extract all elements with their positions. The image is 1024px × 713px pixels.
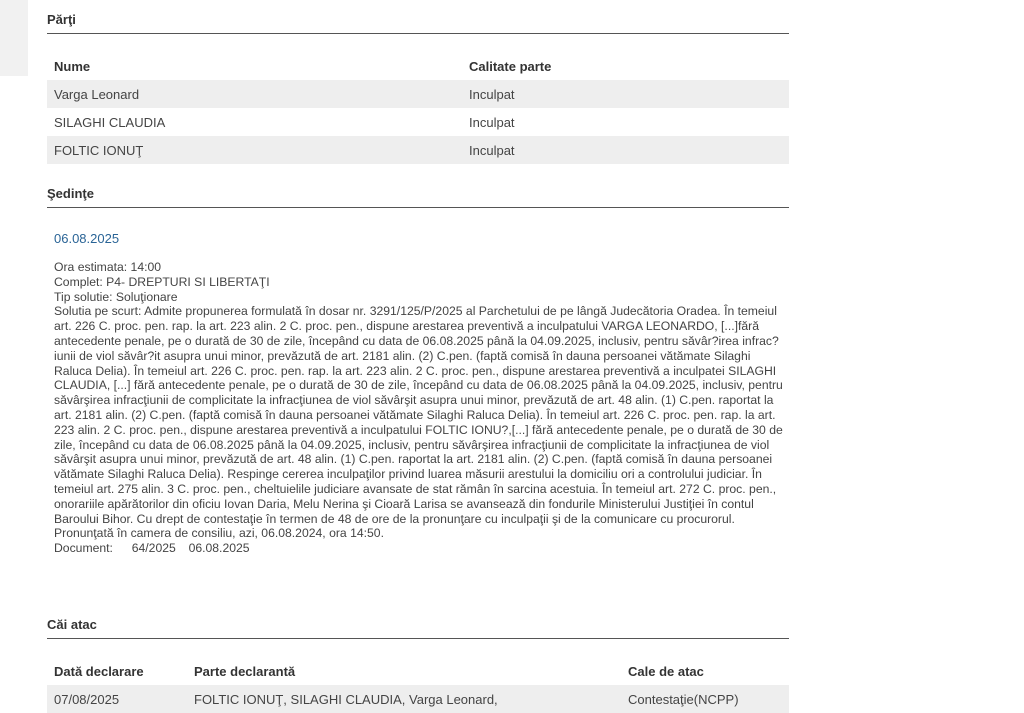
table-header-row: [47, 657, 789, 685]
document-number: 64/2025: [131, 541, 176, 556]
solution-type: Tip solutie: Soluţionare: [54, 289, 178, 304]
section-title-sedinte: Şedinţe: [47, 186, 789, 208]
table-row: [47, 685, 789, 713]
solution-summary: Solutia pe scurt: Admite propunerea formulată în dosar nr. 3291/125/P/2025 al Parchetului de pe lângă Judecătoria Oradea. În temeiul art. 226 C. proc. pen. rap. la art. 223 alin. 2 C. proc. pen., dispune arestarea preventivă a inculpatului VARGA LEONARDO, [...]fără antecedente penale, pe o durată de 30 de zile, începând cu data de 06.08.2025 până la 04.09.2025, inclusiv, pentru săvâr?irea infrac?iunii de viol săvâr?it asupra unui minor, prevăzută de art. 2181 alin. (2) C.pen. (faptă comisă în dauna persoanei vătămate Silaghi Raluca Delia). În temeiul art. 226 C. proc. pen. rap. la art. 223 alin. 2 C. proc. pen., dispune arestarea preventivă a inculpatei SILAGHI CLAUDIA, [...] fără antecedente penale, pe o durată de 30 de zile, începând cu data de 06.08.2025 până la 04.09.2025, inclusiv, pentru săvârşirea infracţiunii de complicitate la infracţiunea de viol săvârşit asupra unui minor, prevăzută de art. 48 alin. (1) C.pen. raportat la art. 2181 alin. (2) C.pen. (faptă comisă în dauna persoanei vătămate Silaghi Raluca Delia). În temeiul art. 226 C. proc. pen. rap. la art. 223 alin. 2 C. proc. pen., dispune arestarea preventivă a inculpatului FOLTIC IONU?,[...] fără antecedente penale, pe o durată de 30 de zile, începând cu data de 06.08.2025 până la 04.09.2025, inclusiv, pentru săvârşirea infracţiunii de complicitate la infracţiunea de viol săvârşit asupra unui minor, prevăzută de art. 48 alin. (1) C.pen. raportat la art. 2181 alin. (2) C.pen. (faptă comisă în dauna persoanei vătămate Silaghi Raluca Delia). Respinge cererea inculpaţilor privind luarea măsurii arestului la domiciliu ori a controlului judiciar. În temeiul art. 275 alin. 3 C. proc. pen., cheltuielile judiciare avansate de stat rămân în sarcina acestuia. În temeiul art. 272 C. proc. pen., onorariile apărătorilor din oficiu Iovan Daria, Melu Nerina şi Cioară Larisa se avansează din fondurile Ministerului Justiţiei în contul Baroului Bihor. Cu drept de contestaţie în termen de 48 de ore de la pronunţare cu inculpaţii şi de la comunicare cu procurorul. Pronunţată în camera de consiliu, azi, 06.08.2024, ora 14:50.: [54, 304, 783, 541]
column-header-calitate: Calitate parte: [469, 58, 552, 74]
party-name: Varga Leonard: [47, 80, 462, 108]
panel: Complet: P4- DREPTURI SI LIBERTAŢI: [54, 274, 270, 289]
sidebar-tab: [0, 0, 28, 76]
party-role: Inculpat: [462, 80, 789, 108]
declaring-party: FOLTIC IONUŢ, SILAGHI CLAUDIA, Varga Leonard,: [187, 685, 621, 713]
table-header-row: [47, 52, 789, 80]
party-name: FOLTIC IONUŢ: [47, 136, 462, 164]
party-role: Inculpat: [462, 136, 789, 164]
appeal-type: Contestaţie(NCPP): [621, 685, 789, 713]
table-row: [47, 80, 789, 108]
cai-atac-table: [47, 657, 789, 713]
document-label: Document:: [54, 541, 113, 556]
estimated-time: Ora estimata: 14:00: [54, 260, 162, 274]
column-header-data-declarare: Dată declarare: [54, 663, 144, 679]
column-header-nume: Nume: [54, 58, 91, 74]
column-header-cale-atac: Cale de atac: [628, 663, 704, 679]
column-header-parte-declaranta: Parte declarantă: [194, 663, 296, 679]
section-title-cai-atac: Căi atac: [47, 617, 789, 639]
section-title-parti: Părţi: [47, 12, 789, 34]
parti-table: [47, 52, 789, 164]
session-details: [54, 260, 784, 556]
session-date: 06.08.2025: [54, 231, 120, 246]
declaration-date: 07/08/2025: [47, 685, 187, 713]
party-role: Inculpat: [469, 114, 515, 130]
table-row: [47, 108, 789, 136]
document-line: [54, 541, 784, 556]
table-row: [47, 136, 789, 164]
document-date: 06.08.2025: [188, 541, 250, 556]
party-name: SILAGHI CLAUDIA: [54, 114, 166, 130]
